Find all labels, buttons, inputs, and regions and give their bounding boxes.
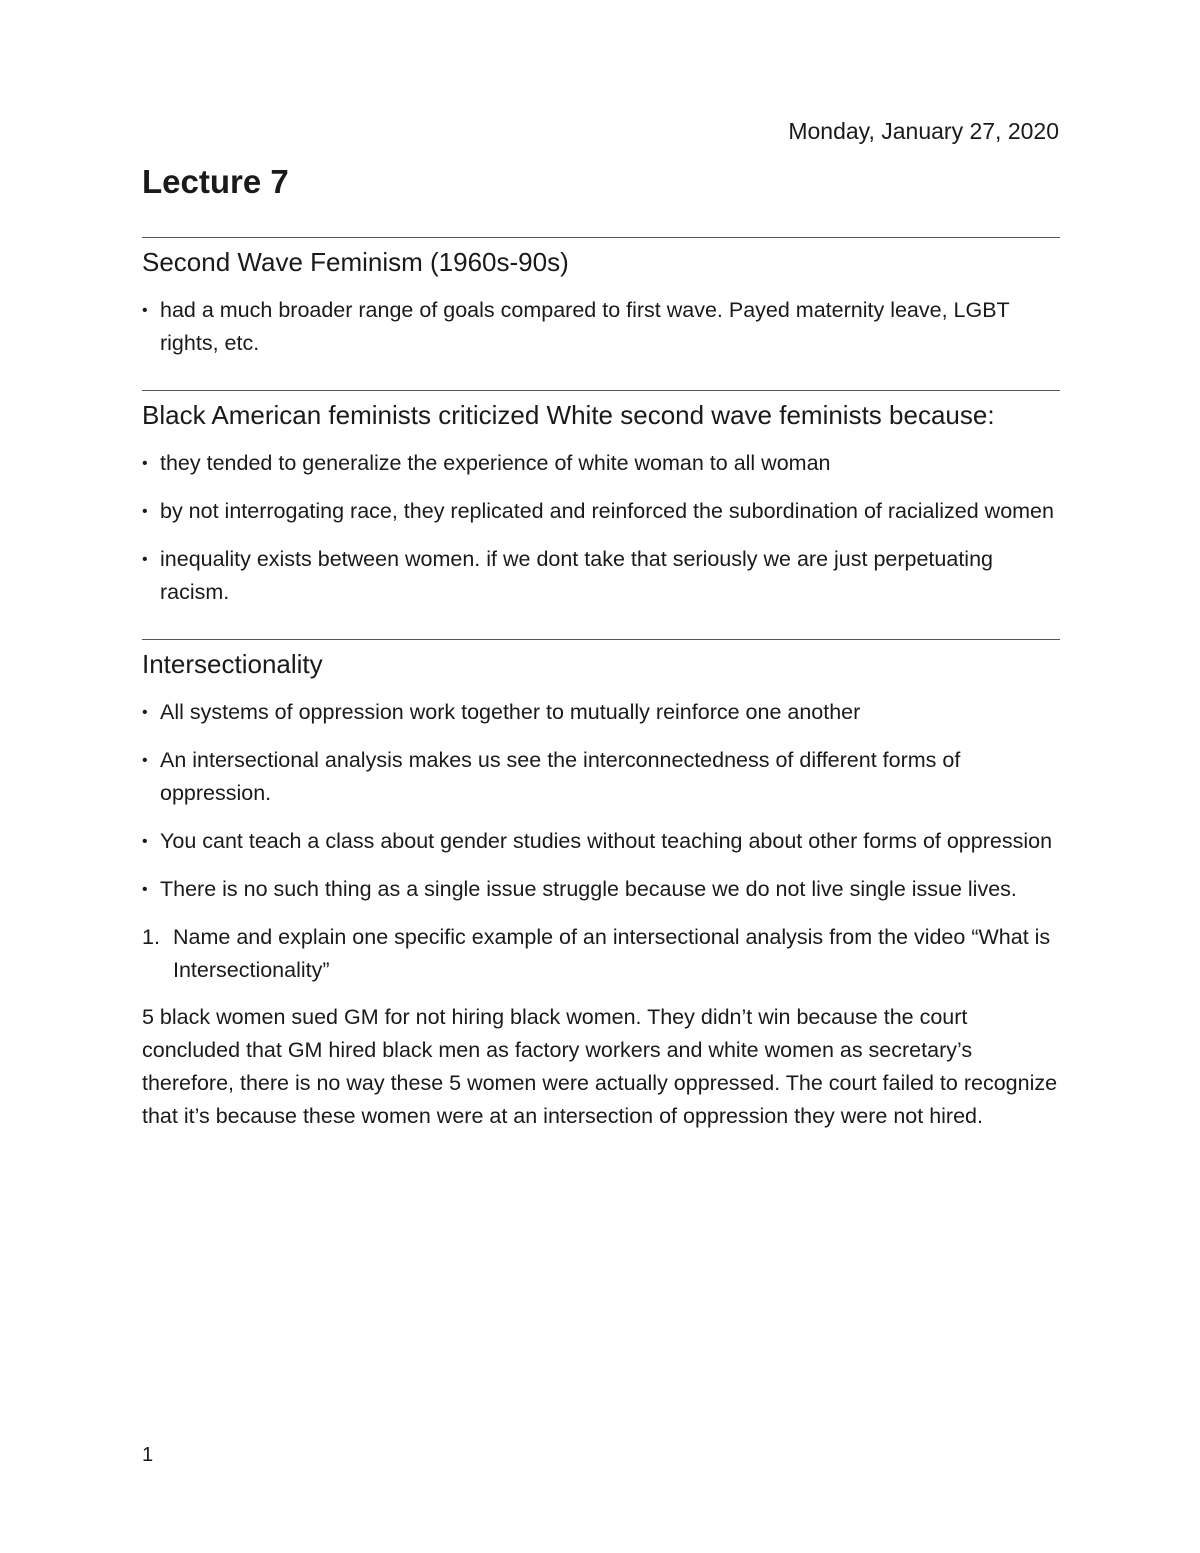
list-item-text: had a much broader range of goals compared to first wave. Payed maternity leave, LGBT rights, etc. [160, 298, 1010, 355]
bullet-icon: • [142, 551, 148, 568]
numbered-question-list [142, 921, 1060, 987]
list-item [142, 873, 1060, 906]
bullet-icon: • [142, 833, 148, 850]
list-item-text: You cant teach a class about gender studies without teaching about other forms of oppression [160, 829, 1053, 853]
section-intersectionality [142, 639, 1060, 1133]
bullet-icon: • [142, 455, 148, 472]
bullet-icon: • [142, 302, 148, 319]
list-item [142, 696, 1060, 729]
answer-paragraph: 5 black women sued GM for not hiring black women. They didn’t win because the court concluded that GM hired black men as factory workers and white women as secretary’s therefore, there is no way these 5 women were actually oppressed. The court failed to recognize that it’s because these women were at an intersection of oppression they were not hired. [142, 1005, 1058, 1128]
list-item [142, 543, 1060, 609]
list-item [142, 825, 1060, 858]
section-heading: Black American feminists criticized White second wave feminists because: [142, 400, 995, 430]
list-item [142, 744, 1060, 810]
bullet-icon: • [142, 704, 148, 721]
page-title: Lecture 7 [142, 163, 289, 200]
section-second-wave-feminism [142, 237, 1060, 360]
section-black-american-feminists [142, 390, 1060, 609]
section-heading: Second Wave Feminism (1960s-90s) [142, 247, 569, 277]
question-item [142, 921, 1060, 987]
bullet-icon: • [142, 881, 148, 898]
section-heading: Intersectionality [142, 649, 323, 679]
bullet-list [142, 696, 1060, 906]
bullet-list [142, 447, 1060, 609]
page-number: 1 [142, 1444, 154, 1466]
list-item-text: inequality exists between women. if we dont take that seriously we are just perpetuating racism. [160, 547, 993, 604]
list-item-text: There is no such thing as a single issue struggle because we do not live single issue lives. [160, 877, 1017, 901]
list-item-text: All systems of oppression work together to mutually reinforce one another [160, 700, 861, 724]
document-body [142, 237, 1060, 1133]
list-item [142, 294, 1060, 360]
list-item-text: they tended to generalize the experience of white woman to all woman [160, 451, 831, 475]
bullet-icon: • [142, 752, 148, 769]
bullet-list [142, 294, 1060, 360]
question-number: 1. [142, 925, 160, 949]
question-text: Name and explain one specific example of an intersectional analysis from the video “What is Intersectionality” [173, 925, 1051, 982]
bullet-icon: • [142, 503, 148, 520]
list-item-text: by not interrogating race, they replicated and reinforced the subordination of racialized women [160, 499, 1054, 523]
lecture-date: Monday, January 27, 2020 [788, 118, 1059, 144]
list-item [142, 495, 1060, 528]
list-item-text: An intersectional analysis makes us see the interconnectedness of different forms of oppression. [160, 748, 961, 805]
list-item [142, 447, 1060, 480]
